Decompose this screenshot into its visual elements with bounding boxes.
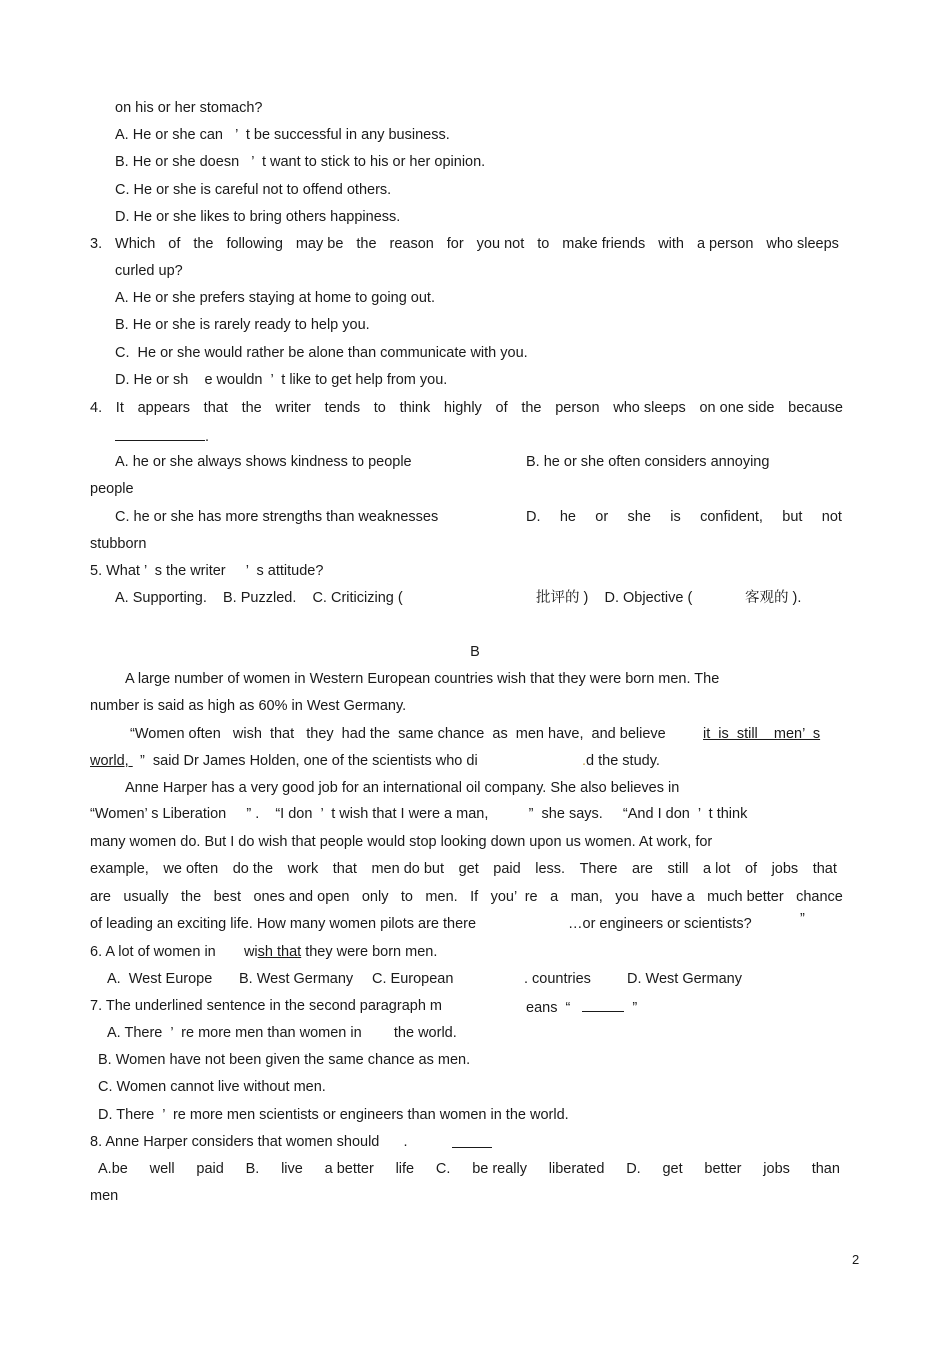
- passage-p2-line2: ” said Dr James Holden, one of the scientists who di: [140, 753, 478, 769]
- q3-option-b: B. He or she is rarely ready to help you.: [115, 317, 370, 333]
- word: example,: [90, 861, 149, 877]
- word: the: [521, 400, 542, 416]
- q6-option-b: B. West Germany: [239, 971, 354, 987]
- word: paid: [196, 1161, 224, 1177]
- passage-p3-line6: of leading an exciting life. How many women pilots are there: [90, 916, 477, 932]
- word: jobs: [771, 861, 799, 877]
- q7-option-d: D. There ’ re more men scientists or engineers than women in the world.: [98, 1107, 569, 1123]
- word: person: [555, 400, 600, 416]
- q2-stem-cont: on his or her stomach?: [115, 100, 263, 116]
- word: a better: [324, 1161, 374, 1177]
- word: a lot: [702, 861, 731, 877]
- q5-options-left: A. Supporting. B. Puzzled. C. Criticizing (: [115, 590, 403, 606]
- q7-stem: 7. The underlined sentence in the second paragraph m: [90, 998, 443, 1014]
- word: who sleeps: [766, 236, 839, 252]
- word: the: [193, 236, 214, 252]
- q5-options-mid: 批评的 ) D. Objective (: [536, 590, 693, 606]
- q7-option-a: A. There ’ re more men than women in the world.: [107, 1025, 457, 1041]
- passage-p2-line2-end: [582, 752, 660, 770]
- word: best: [213, 889, 242, 905]
- q8-options: [98, 1160, 840, 1178]
- passage-p3-line5: [90, 888, 843, 906]
- word: do the: [232, 861, 274, 877]
- word: to: [400, 889, 413, 905]
- word: of: [744, 861, 758, 877]
- word: liberated: [548, 1161, 605, 1177]
- word: better: [704, 1161, 742, 1177]
- q6-option-d: D. West Germany: [627, 971, 742, 987]
- q4-option-b-cont: people: [90, 481, 134, 497]
- section-b-heading: B: [470, 644, 480, 660]
- word: A.be: [98, 1161, 128, 1177]
- word: B.: [245, 1161, 260, 1177]
- word: have a: [651, 889, 695, 905]
- word: reason: [389, 236, 434, 252]
- word: well: [149, 1161, 175, 1177]
- word: with: [658, 236, 684, 252]
- word: make friends: [562, 236, 646, 252]
- word: 4.: [90, 400, 103, 416]
- word: she: [627, 509, 651, 525]
- word: is: [670, 509, 681, 525]
- word: are: [632, 861, 653, 877]
- q7-option-c: C. Women cannot live without men.: [98, 1079, 326, 1095]
- word: you: [615, 889, 639, 905]
- word: live: [281, 1161, 303, 1177]
- word: usually: [123, 889, 169, 905]
- word: still: [667, 861, 689, 877]
- word: to: [373, 400, 386, 416]
- q2-option-c: C. He or she is careful not to offend others.: [115, 182, 392, 198]
- word: only: [361, 889, 389, 905]
- q4-option-b: B. he or she often considers annoying: [526, 454, 770, 470]
- q6-stem: [90, 943, 437, 961]
- word: chance: [796, 889, 843, 905]
- q2-option-d: D. He or she likes to bring others happiness.: [115, 209, 401, 225]
- word: paid: [493, 861, 521, 877]
- q7-stem-b: [526, 997, 637, 1017]
- word: on one side: [699, 400, 775, 416]
- word: the: [356, 236, 377, 252]
- underlined-sentence-part2: world,: [90, 753, 133, 769]
- passage-p2-line1: “Women often wish that they had the same chance as men have, and believe: [130, 726, 666, 742]
- word: of: [495, 400, 508, 416]
- word: the: [180, 889, 202, 905]
- word: get: [458, 861, 479, 877]
- word: a person: [696, 236, 754, 252]
- word: tends: [324, 400, 361, 416]
- passage-p2-line2-tail: d the study.: [586, 753, 660, 769]
- word: ones and open: [253, 889, 350, 905]
- word: that: [812, 861, 837, 877]
- word: but: [782, 509, 803, 525]
- word: following: [226, 236, 283, 252]
- word: less.: [535, 861, 566, 877]
- underlined-sentence-part1: it is still men’ s: [703, 726, 821, 742]
- word: we often: [163, 861, 219, 877]
- word: life: [395, 1161, 415, 1177]
- word: that: [203, 400, 228, 416]
- word: not: [821, 509, 842, 525]
- q3-option-d: D. He or sh e wouldn ’ t like to get help from you.: [115, 372, 448, 388]
- passage-p3-line3: many women do. But I do wish that people would stop looking down upon us women. At work, for: [90, 834, 713, 850]
- word: D.: [526, 509, 541, 525]
- q6-option-c: C. European: [372, 971, 454, 987]
- word: be really: [472, 1161, 527, 1177]
- word: men.: [425, 889, 458, 905]
- word: you’ re: [490, 889, 538, 905]
- q8-stem: 8. Anne Harper considers that women should .: [90, 1134, 408, 1150]
- passage-p1-line2: number is said as high as 60% in West Germany.: [90, 698, 407, 714]
- q7-stem-c: ”: [632, 1000, 638, 1016]
- q4-option-a: A. he or she always shows kindness to people: [115, 454, 412, 470]
- word: may be: [295, 236, 344, 252]
- word: man,: [570, 889, 603, 905]
- word: There: [579, 861, 618, 877]
- q3-stem: [90, 235, 839, 253]
- q7-answer-blank: [582, 997, 624, 1012]
- q6-stem-b: they were born men.: [301, 944, 438, 960]
- passage-p3-line6-c: ”: [800, 911, 805, 927]
- passage-p3-line2: “Women’ s Liberation ” . “I don ’ t wish that I were a man, ” she says. “And I don ’ t think: [90, 806, 748, 822]
- q3-option-c: C. He or she would rather be alone than communicate with you.: [115, 345, 528, 361]
- q8-answer-blank: [452, 1133, 492, 1153]
- word: of: [168, 236, 181, 252]
- word: Which: [115, 236, 156, 252]
- q8-options-cont: men: [90, 1188, 119, 1204]
- word: appears: [137, 400, 190, 416]
- passage-p3-line6-b: …or engineers or scientists?: [568, 916, 752, 932]
- q6-option-c2: . countries: [524, 971, 591, 987]
- word: much better: [707, 889, 784, 905]
- word: D.: [626, 1161, 641, 1177]
- q4-option-d: [526, 508, 842, 526]
- word: confident,: [700, 509, 763, 525]
- word: he: [559, 509, 576, 525]
- word: It: [115, 400, 124, 416]
- q5-stem: 5. What ’ s the writer ’ s attitude?: [90, 563, 324, 579]
- word: 3.: [90, 236, 103, 252]
- word: work: [287, 861, 319, 877]
- passage-p3-line1: Anne Harper has a very good job for an international oil company. She also believes in: [125, 780, 680, 796]
- q6-stem-a: 6. A lot of women in wi: [90, 944, 258, 960]
- q7-option-b: B. Women have not been given the same chance as men.: [98, 1052, 471, 1068]
- q3-option-a: A. He or she prefers staying at home to going out.: [115, 290, 435, 306]
- page-number: 2: [852, 1252, 860, 1267]
- word: or: [595, 509, 609, 525]
- word: for: [446, 236, 464, 252]
- word: jobs: [763, 1161, 790, 1177]
- q4-stem: [90, 399, 843, 417]
- q7-stem-b-text: eans “: [526, 1000, 571, 1016]
- word: you not: [476, 236, 525, 252]
- word: to: [537, 236, 550, 252]
- passage-p1-line1: A large number of women in Western European countries wish that they were born men. The: [125, 671, 720, 687]
- word: get: [662, 1161, 683, 1177]
- passage-p3-line4: [90, 860, 837, 878]
- q4-option-d-cont: stubborn: [90, 536, 147, 552]
- word: writer: [275, 400, 311, 416]
- word: the: [241, 400, 262, 416]
- word: that: [332, 861, 357, 877]
- word: If: [470, 889, 479, 905]
- word: highly: [443, 400, 482, 416]
- q5-options-right: 客观的 ).: [745, 590, 802, 606]
- word: who sleeps: [613, 400, 686, 416]
- word: because: [788, 400, 843, 416]
- q3-stem-cont: curled up?: [115, 263, 183, 279]
- word: a: [550, 889, 559, 905]
- q2-option-a: A. He or she can ’ t be successful in any business.: [115, 127, 450, 143]
- q2-option-b: B. He or she doesn ’ t want to stick to his or her opinion.: [115, 154, 486, 170]
- accent-dot: .: [582, 753, 587, 769]
- word: than: [811, 1161, 840, 1177]
- q4-answer-blank: .: [115, 426, 209, 446]
- word: C.: [435, 1161, 451, 1177]
- q4-option-c: C. he or she has more strengths than weaknesses: [115, 509, 439, 525]
- word: think: [399, 400, 431, 416]
- q6-stem-underlined: sh that: [257, 944, 302, 960]
- q6-option-a: A. West Europe: [107, 971, 213, 987]
- word: are: [90, 889, 111, 905]
- word: men do but: [371, 861, 445, 877]
